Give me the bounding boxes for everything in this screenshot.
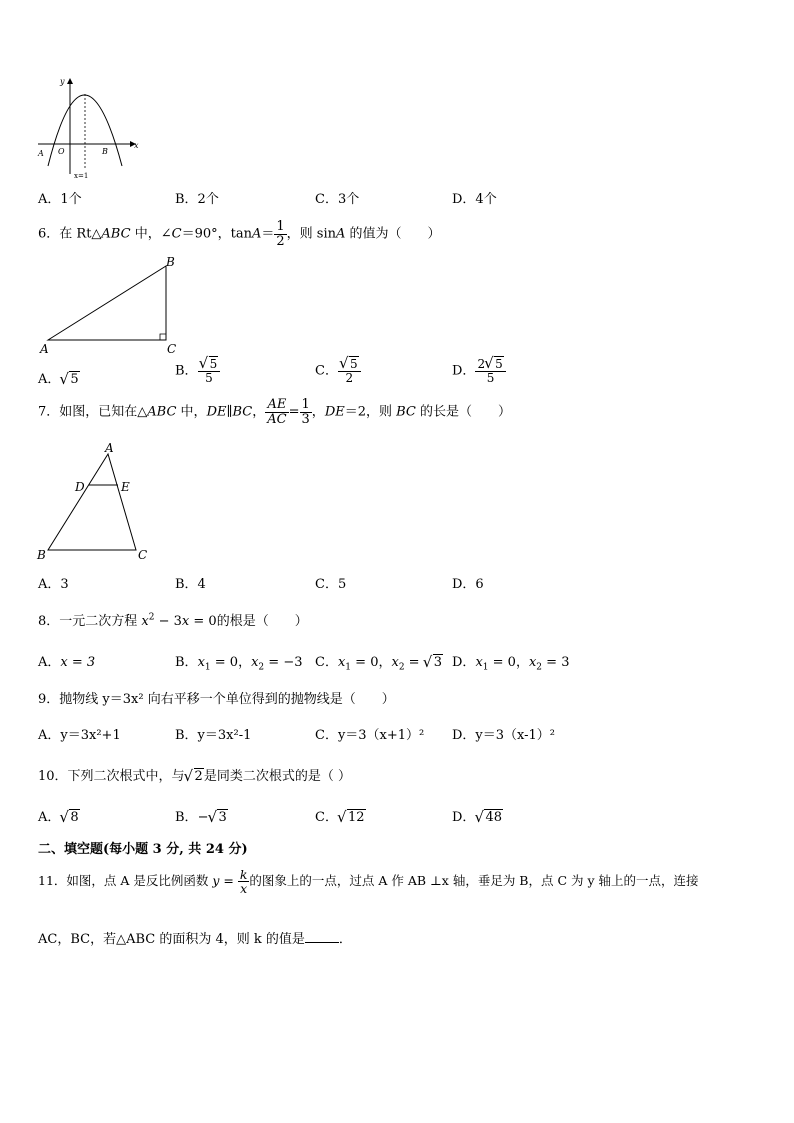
section-title: 二、填空题(每小题 3 分, 共 24 分) xyxy=(38,842,248,857)
fig-label-C: C xyxy=(138,548,148,562)
fig-label-A: A xyxy=(38,149,44,158)
q5-option-d: D．4个 xyxy=(452,192,497,207)
q7-option-c: C．5 xyxy=(315,577,347,592)
right-angle-mark xyxy=(160,334,166,340)
q10-option-b: B．−√ 3 xyxy=(175,806,228,825)
q11-stem-line1: 11．如图，点 A 是反比例函数 y = $\frac{k}{x}$ 的图象上的一点，过点 A 作 AB ⊥x 轴，垂足为 B，点 C 为 y 轴上的一点，连接 xyxy=(38,867,699,897)
q10-option-a: A．√ 8 xyxy=(38,806,80,825)
fig-label-A: A xyxy=(105,441,114,455)
q6-option-c: C． √ $\frac{5}{2}$ xyxy=(315,358,361,384)
q5-option-b: B．2个 xyxy=(175,192,219,207)
y-axis-arrow xyxy=(67,78,73,84)
q7-option-a: A．3 xyxy=(38,577,69,592)
similar-triangle-figure xyxy=(34,440,164,564)
fig-label-E: E xyxy=(121,480,130,494)
q6-option-a: A．√ 5 xyxy=(38,368,80,387)
q8-option-d: D．$x_1 = 0$，$x_2 = 3$ xyxy=(452,655,570,673)
fig-label-C: C xyxy=(167,342,177,356)
parabola-figure xyxy=(34,74,144,180)
fig-label-A: A xyxy=(40,342,49,356)
q6-option-b: B． √ $\frac{5}{5}$ xyxy=(175,358,220,384)
q6-option-d: D． $\frac{2√ 5}{5}$ xyxy=(452,358,506,384)
q5-option-c: C．3个 xyxy=(315,192,360,207)
fig-label-y: y xyxy=(60,77,65,86)
q11-stem-line2: AC，BC，若△ABC 的面积为 4，则 k 的值是 ． xyxy=(38,932,352,947)
fig-label-axis: x=1 xyxy=(74,172,89,180)
q10-stem: 10．下列二次根式中，与√ 2是同类二次根式的是（ ） xyxy=(38,765,351,784)
triangle-abc xyxy=(48,454,136,550)
q8-option-b: B．$x_1 = 0$，$x_2 = -3$ xyxy=(175,655,303,673)
q10-option-d: D．√ 48 xyxy=(452,806,503,825)
q6-stem: 6．在 Rt△ABC 中，∠C＝90°，tanA＝ $\frac{1}{2}$ ，则 sinA 的值为（ ） xyxy=(38,219,441,249)
q9-option-a: A．y＝3x²+1 xyxy=(38,728,121,743)
q7-stem: 7．如图，已知在△ABC 中，DE∥BC， $\frac{AE}{AC}$ = $\frac{1}{3}$ ，DE＝2，则 BC 的长是（ ） xyxy=(38,397,512,427)
fig-label-x: x xyxy=(134,141,139,150)
fig-label-B: B xyxy=(166,255,175,269)
q5-option-a: A．1个 xyxy=(38,192,82,207)
answer-blank[interactable] xyxy=(305,942,339,943)
triangle-abc xyxy=(48,266,166,340)
right-triangle-figure xyxy=(36,254,186,358)
q10-option-c: C．√ 12 xyxy=(315,806,366,825)
q8-stem: 8．一元二次方程 $x^2 - 3x = 0$的根是（ ） xyxy=(38,612,308,629)
q8-option-c: C．$x_1 = 0$，$x_2$ = √ 3 xyxy=(315,651,443,673)
q9-option-c: C．y＝3（x+1）² xyxy=(315,728,425,743)
fig-label-B: B xyxy=(102,147,108,156)
q7-option-d: D．6 xyxy=(452,577,484,592)
q9-option-b: B．y＝3x²-1 xyxy=(175,728,252,743)
q9-option-d: D．y＝3（x-1）² xyxy=(452,728,556,743)
fig-label-O: O xyxy=(58,147,65,156)
q8-option-a: A．x = 3 xyxy=(38,655,96,670)
q9-stem: 9．抛物线 y＝3x² 向右平移一个单位得到的抛物线是（ ） xyxy=(38,692,395,707)
fig-label-D: D xyxy=(75,480,85,494)
fig-label-B: B xyxy=(37,548,46,562)
q7-option-b: B．4 xyxy=(175,577,206,592)
